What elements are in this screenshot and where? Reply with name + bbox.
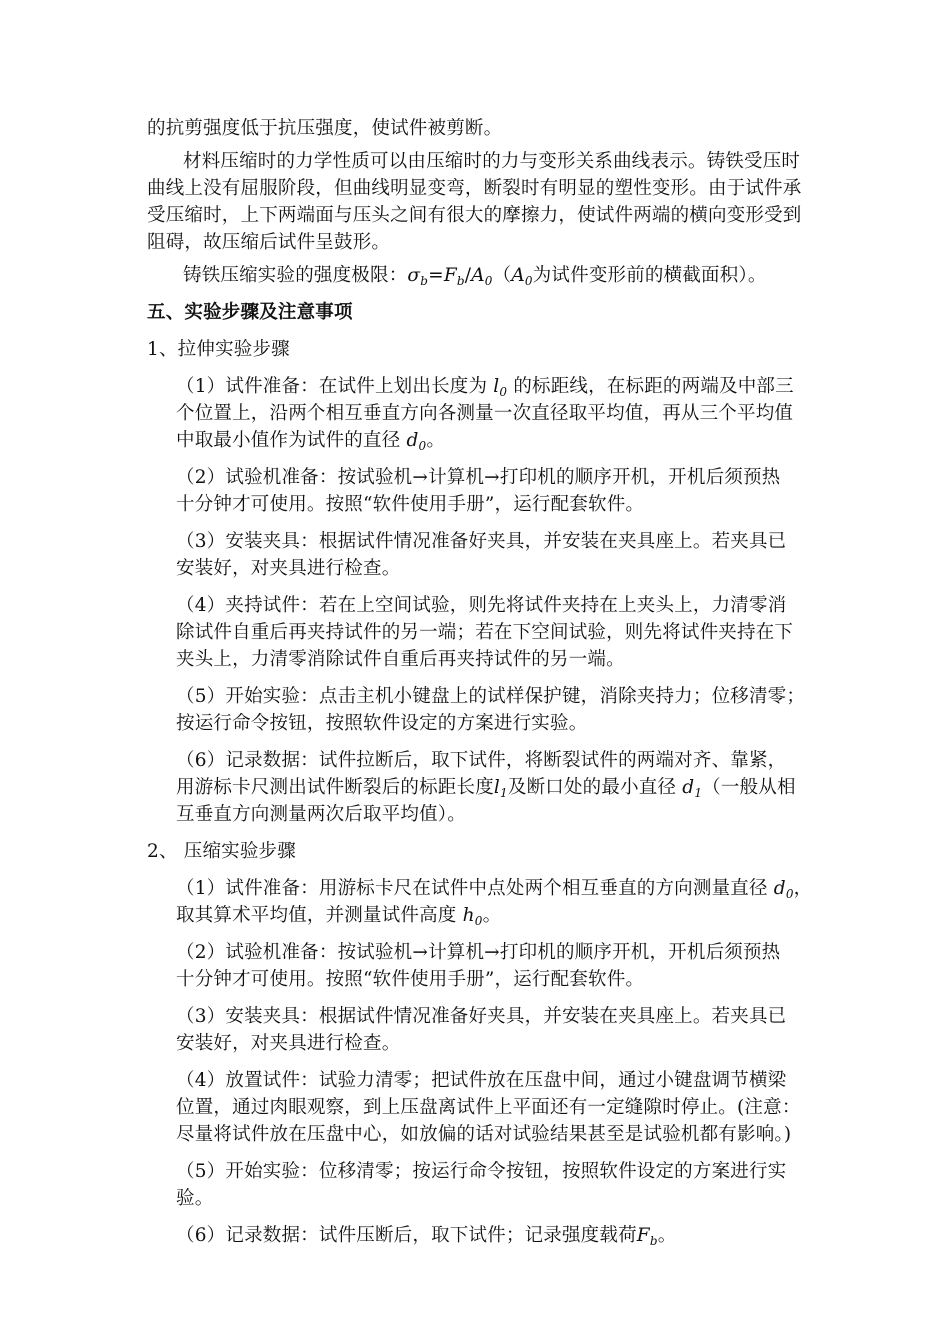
paragraph-line: 的抗剪强度低于抗压强度，使试件被剪断。 — [147, 118, 503, 139]
step-line: （2）试验机准备：按试验机→计算机→打印机的顺序开机，开机后须预热 — [176, 942, 781, 963]
step-line: （1）试件准备：用游标卡尺在试件中点处两个相互垂直的方向测量直径 $d_0$， — [176, 878, 813, 901]
step-line: （6）记录数据：试件压断后，取下试件；记录强度载荷$F_b$。 — [176, 1225, 677, 1248]
step-line: （6）记录数据：试件拉断后，取下试件，将断裂试件的两端对齐、靠紧， — [176, 750, 787, 771]
step-line: 位置，通过肉眼观察，到上压盘离试件上平面还有一定缝隙时停止。(注意： — [176, 1097, 801, 1118]
paragraph-line: 材料压缩时的力学性质可以由压缩时的力与变形关系曲线表示。铸铁受压时 — [183, 151, 801, 172]
step-line: 安装好，对夹具进行检查。 — [176, 558, 401, 579]
step-line: 按运行命令按钮，按照软件设定的方案进行实验。 — [176, 713, 588, 734]
step-line: 个位置上，沿两个相互垂直方向各测量一次直径取平均值，再从三个平均值 — [176, 403, 794, 424]
step-line: 用游标卡尺测出试件断裂后的标距长度$l_1$及断口处的最小直径 $d_1$（一般从相 — [176, 777, 796, 800]
step-line: 尽量将试件放在压盘中心，如放偏的话对试验结果甚至是试验机都有影响。) — [176, 1124, 792, 1145]
step-line: （1）试件准备：在试件上划出长度为 $l_0$ 的标距线，在标距的两端及中部三 — [176, 376, 794, 399]
step-line: （3）安装夹具：根据试件情况准备好夹具，并安装在夹具座上。若夹具已 — [176, 1006, 787, 1027]
paragraph-line: 阻碍，故压缩后试件呈鼓形。 — [147, 232, 391, 253]
step-line: 安装好，对夹具进行检查。 — [176, 1033, 401, 1054]
section-heading: 五、实验步骤及注意事项 — [147, 302, 353, 323]
paragraph-line: 受压缩时，上下两端面与压头之间有很大的摩擦力，使试件两端的横向变形受到 — [147, 205, 802, 226]
paragraph-line: 曲线上没有屈服阶段，但曲线明显变弯，断裂时有明显的塑性变形。由于试件承 — [147, 178, 802, 199]
step-line: 夹头上，力清零消除试件自重后再夹持试件的另一端。 — [176, 649, 625, 670]
subsection-heading: 2、 压缩实验步骤 — [147, 841, 296, 862]
step-line: 十分钟才可使用。按照“软件使用手册”，运行配套软件。 — [176, 969, 645, 990]
step-line: （3）安装夹具：根据试件情况准备好夹具，并安装在夹具座上。若夹具已 — [176, 531, 787, 552]
step-line: （4）夹持试件：若在上空间试验，则先将试件夹持在上夹头上，力清零消 — [176, 595, 787, 616]
step-line: 验。 — [176, 1188, 214, 1209]
strength-formula-line: 铸铁压缩实验的强度极限：$\sigma_b=F_b/A_0(A_0$为试件变形前的横截面积）。 — [183, 265, 767, 288]
step-line: 除试件自重后再夹持试件的另一端；若在下空间试验，则先将试件夹持在下 — [176, 622, 794, 643]
step-line: （2）试验机准备：按试验机→计算机→打印机的顺序开机，开机后须预热 — [176, 467, 781, 488]
step-line: （5）开始实验：点击主机小键盘上的试样保护键，消除夹持力；位移清零； — [176, 686, 806, 707]
step-line: 互垂直方向测量两次后取平均值）。 — [176, 804, 466, 825]
step-line: （5）开始实验：位移清零；按运行命令按钮，按照软件设定的方案进行实 — [176, 1161, 787, 1182]
step-line: 十分钟才可使用。按照“软件使用手册”，运行配套软件。 — [176, 494, 645, 515]
step-line: 中取最小值作为试件的直径 $d_0$。 — [176, 430, 446, 453]
step-line: （4）放置试件：试验力清零；把试件放在压盘中间，通过小键盘调节横梁 — [176, 1070, 787, 1091]
step-line: 取其算术平均值，并测量试件高度 $h_0$。 — [176, 905, 502, 928]
subsection-heading: 1、拉伸实验步骤 — [147, 339, 290, 360]
